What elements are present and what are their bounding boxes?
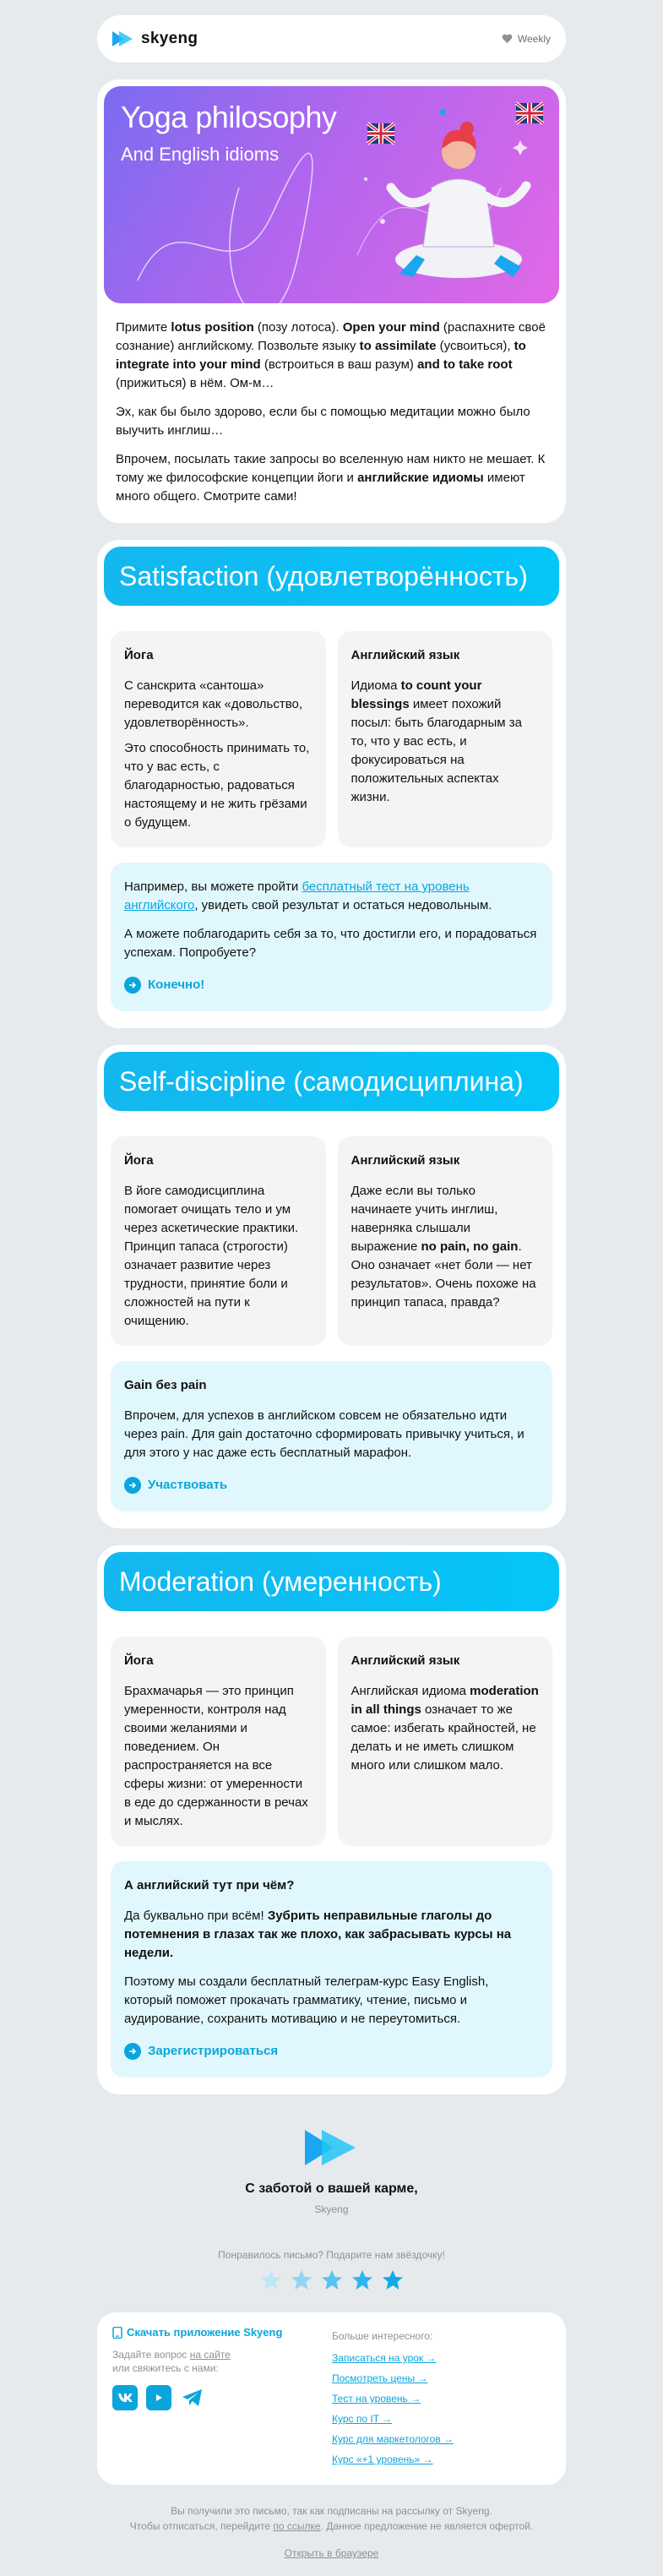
text-run: Впрочем, посылать такие запросы во вселенную нам никто не мешает. К тому же философские концепции йоги и: [116, 452, 546, 485]
cta-label: Зарегистрироваться: [148, 2044, 279, 2058]
ask-prefix: Задайте вопрос: [112, 2349, 190, 2361]
section-body: [97, 1111, 566, 1528]
heart-icon: [502, 34, 513, 44]
bold-text: to integrate into your mind: [116, 339, 526, 372]
legal-line-1: Вы получили это письмо, так как подписаны на рассылку от Skyeng.: [171, 2505, 492, 2517]
star-icon[interactable]: [321, 2269, 343, 2290]
skyeng-logo-icon: [112, 30, 134, 48]
legal-suffix: . Данное предложение не является офертой.: [320, 2520, 534, 2532]
rating-prompt: Понравилось письмо? Подарите нам звёздочку!: [218, 2249, 445, 2261]
english-column: [338, 1136, 553, 1346]
more-link-item[interactable]: Курс по IT →: [332, 2413, 393, 2425]
telegram-icon[interactable]: [180, 2385, 205, 2410]
meditating-person: [391, 122, 526, 278]
hero-banner: [104, 86, 559, 303]
text-run: имеют много общего. Смотрите сами!: [116, 471, 525, 504]
english-column-heading: Английский язык: [351, 648, 460, 662]
section-title: Moderation (умеренность): [104, 1552, 559, 1611]
star-icon[interactable]: [260, 2269, 282, 2290]
section-note: [111, 863, 552, 1011]
text-run: Это способность принимать то, что у вас есть, с благодарностью, радоваться настоящему и не жить грёзами о будущем.: [124, 741, 310, 830]
section-cta-button[interactable]: [124, 1476, 539, 1495]
star-icon[interactable]: [291, 2269, 312, 2290]
text-run: Да буквально при всём!: [124, 1909, 268, 1923]
ask-question-text: [112, 2348, 332, 2375]
open-in-browser-link[interactable]: Открыть в браузере: [284, 2547, 379, 2559]
section-columns: [111, 631, 552, 847]
bold-text: to assimilate: [359, 339, 437, 353]
intro-paragraph-2: Эх, как бы было здорово, если бы с помощью медитации можно было выучить инглиш…: [116, 405, 530, 438]
social-links: [112, 2385, 332, 2410]
text-run: С санскрита «сантоша» переводится как «довольство, удовлетворённость».: [124, 678, 303, 730]
uk-flag-icon: [367, 123, 394, 144]
signature-title: С заботой о вашей карме,: [245, 2181, 418, 2196]
signature-sub: Skyeng: [314, 2203, 349, 2215]
text-run: А можете поблагодарить себя за то, что достигли его, и порадоваться успехам. Попробуете?: [124, 927, 537, 960]
section-cta-button[interactable]: [124, 976, 539, 994]
text-run: (прижиться) в нём. Ом-м…: [116, 376, 274, 390]
text-run: (встроиться в ваш разум): [260, 357, 418, 372]
yoga-column-heading: Йога: [124, 648, 154, 662]
section-title: Self-discipline (самодисциплина): [104, 1052, 559, 1111]
ask-suffix: или свяжитесь с нами:: [112, 2362, 219, 2374]
yoga-column-paragraph: [124, 1182, 312, 1331]
section-body: [97, 1611, 566, 2094]
bold-text: английские идиомы: [357, 471, 484, 485]
english-column-paragraph: [351, 1182, 540, 1312]
text-run: означает то же самое: избегать крайностей, не делать и не иметь слишком много или слишком мало.: [351, 1702, 536, 1773]
english-column-heading: Английский язык: [351, 1153, 460, 1168]
text-run: Идиома: [351, 678, 401, 693]
yoga-column: [111, 631, 326, 847]
text-run: Английская идиома: [351, 1684, 470, 1698]
text-run: Впрочем, для успехов в английском совсем не обязательно идти через pain. Для gain достаточно сформировать привычку учиться, и для этого у нас даже есть бесплатный марафон.: [124, 1408, 524, 1460]
note-paragraph: [124, 1407, 539, 1462]
english-column-heading: Английский язык: [351, 1653, 460, 1668]
bold-text: Open your mind: [342, 320, 440, 335]
note-paragraph: [124, 878, 539, 915]
download-app-link[interactable]: [112, 2326, 332, 2339]
arrow-right-circle-icon: [124, 2043, 141, 2060]
intro-card: [97, 79, 566, 523]
email-container: [97, 0, 566, 2559]
legal-text: [97, 2503, 566, 2534]
weekly-label: Weekly: [517, 33, 551, 45]
text-run: , увидеть свой результат и остаться недовольным.: [194, 898, 492, 912]
text-run: Например, вы можете пройти: [124, 880, 302, 894]
ask-site-link[interactable]: на сайте: [189, 2349, 231, 2361]
section-card: [97, 1545, 566, 2094]
section-card: [97, 540, 566, 1028]
rating-stars: [97, 2269, 566, 2290]
bold-text: lotus position: [171, 320, 254, 335]
intro-paragraph-3: [116, 450, 547, 506]
more-link-item[interactable]: Тест на уровень →: [332, 2393, 421, 2404]
english-column: [338, 631, 553, 847]
yoga-column-paragraph: [124, 1682, 312, 1831]
logo-text: skyeng: [141, 30, 198, 47]
hero-title: Yoga philosophy: [121, 100, 337, 134]
text-run: Примите: [116, 320, 171, 335]
text-run: Брахмачарья — это принцип умеренности, контроля над своими желаниями и поведением. Он распространяется на все сферы жизни: от умеренности в еде до сдержанности в речах и мыслях.: [124, 1684, 308, 1828]
more-links-list: [332, 2348, 551, 2470]
text-run: Даже если вы только начинаете учить инглиш, наверняка слышали выражение: [351, 1184, 498, 1254]
skyeng-logo[interactable]: [112, 30, 198, 48]
section-columns: [111, 1637, 552, 1846]
more-link-item[interactable]: Курс «+1 уровень» →: [332, 2453, 433, 2465]
note-paragraph: [124, 925, 539, 962]
yoga-column-paragraph: [124, 739, 312, 832]
yoga-column-paragraph: [124, 677, 312, 732]
cta-label: Конечно!: [148, 978, 205, 992]
unsubscribe-link[interactable]: по ссылке: [273, 2520, 321, 2532]
vk-icon[interactable]: [112, 2385, 138, 2410]
section-note: [111, 1861, 552, 2078]
yoga-column-heading: Йога: [124, 1153, 154, 1168]
arrow-right-circle-icon: [124, 977, 141, 994]
section-body: [97, 606, 566, 1028]
note-paragraph: [124, 1973, 539, 2029]
bold-text: to count your blessings: [351, 678, 482, 711]
cta-label: Участвовать: [148, 1478, 228, 1492]
section-card: [97, 1045, 566, 1528]
note-heading: А английский тут при чём?: [124, 1878, 295, 1893]
footer-left: [112, 2326, 332, 2470]
section-title: Satisfaction (удовлетворённость): [104, 547, 559, 606]
open-in-browser: [97, 2547, 566, 2559]
bold-text: Зубрить неправильные глаголы до потемнения в глазах так же плохо, как забрасывать курсы на недели.: [124, 1909, 512, 1960]
download-app-label: Скачать приложение Skyeng: [127, 2326, 283, 2339]
section-columns: [111, 1136, 552, 1346]
uk-flag-icon: [516, 103, 543, 123]
bold-text: no pain, no gain: [421, 1239, 519, 1254]
signature: [97, 2128, 566, 2215]
star-icon[interactable]: [351, 2269, 373, 2290]
text-run: . Оно означает «нет боли — нет результатов». Очень похоже на принцип тапаса, правда?: [351, 1239, 536, 1310]
english-column: [338, 1637, 553, 1846]
more-link-item[interactable]: Посмотреть цены →: [332, 2372, 428, 2384]
yoga-column: [111, 1637, 326, 1846]
arrow-right-circle-icon: [124, 1477, 141, 1494]
text-run: имеет похожий посыл: быть благодарным за то, что у вас есть, и фокусироваться на положительных аспектах жизни.: [351, 697, 522, 804]
text-run: В йоге самодисциплина помогает очищать тело и ум через аскетические практики. Принцип тапаса (строгости) означает развитие через трудности, принятие боли и сложностей на пути к очищению.: [124, 1184, 299, 1328]
star-icon[interactable]: [382, 2269, 404, 2290]
section-note: [111, 1361, 552, 1511]
yoga-column-heading: Йога: [124, 1653, 154, 1668]
more-link-item[interactable]: Курс для маркетологов →: [332, 2433, 454, 2445]
intro-paragraph-1: [116, 319, 547, 393]
hero-subtitle: And English idioms: [121, 144, 280, 165]
text-run: (усвоиться),: [436, 339, 514, 353]
phone-icon: [112, 2327, 122, 2339]
legal-line-2: [97, 2519, 566, 2534]
footer-right: [332, 2326, 551, 2470]
more-heading: Больше интересного:: [332, 2330, 433, 2342]
yoga-column: [111, 1136, 326, 1346]
bold-text: and to take root: [417, 357, 513, 372]
note-heading: Gain без pain: [124, 1378, 207, 1392]
rating-block: [97, 2249, 566, 2290]
email-header: [97, 15, 566, 63]
section-cta-button[interactable]: [124, 2042, 539, 2061]
bold-text: moderation in all things: [351, 1684, 539, 1717]
inline-link[interactable]: бесплатный тест на уровень английского: [124, 880, 470, 912]
intro-text: [97, 303, 566, 523]
note-paragraph: [124, 1907, 539, 1963]
more-link-item[interactable]: Записаться на урок →: [332, 2352, 437, 2364]
text-run: (распахните своё сознание) английскому. Позвольте языку: [116, 320, 546, 353]
text-run: Поэтому мы создали бесплатный телеграм-курс Easy English, который поможет прокачать грамматику, чтение, письмо и аудирование, сохранить мотивацию и не переутомиться.: [124, 1974, 489, 2026]
english-column-paragraph: [351, 677, 540, 807]
english-column-paragraph: [351, 1682, 540, 1775]
skyeng-logo-large-icon: [305, 2128, 359, 2167]
legal-prefix: Чтобы отписаться, перейдите: [129, 2520, 274, 2532]
weekly-badge: [502, 33, 551, 45]
text-run: (позу лотоса).: [253, 320, 343, 335]
footer-links: [97, 2312, 566, 2485]
youtube-icon[interactable]: [146, 2385, 171, 2410]
